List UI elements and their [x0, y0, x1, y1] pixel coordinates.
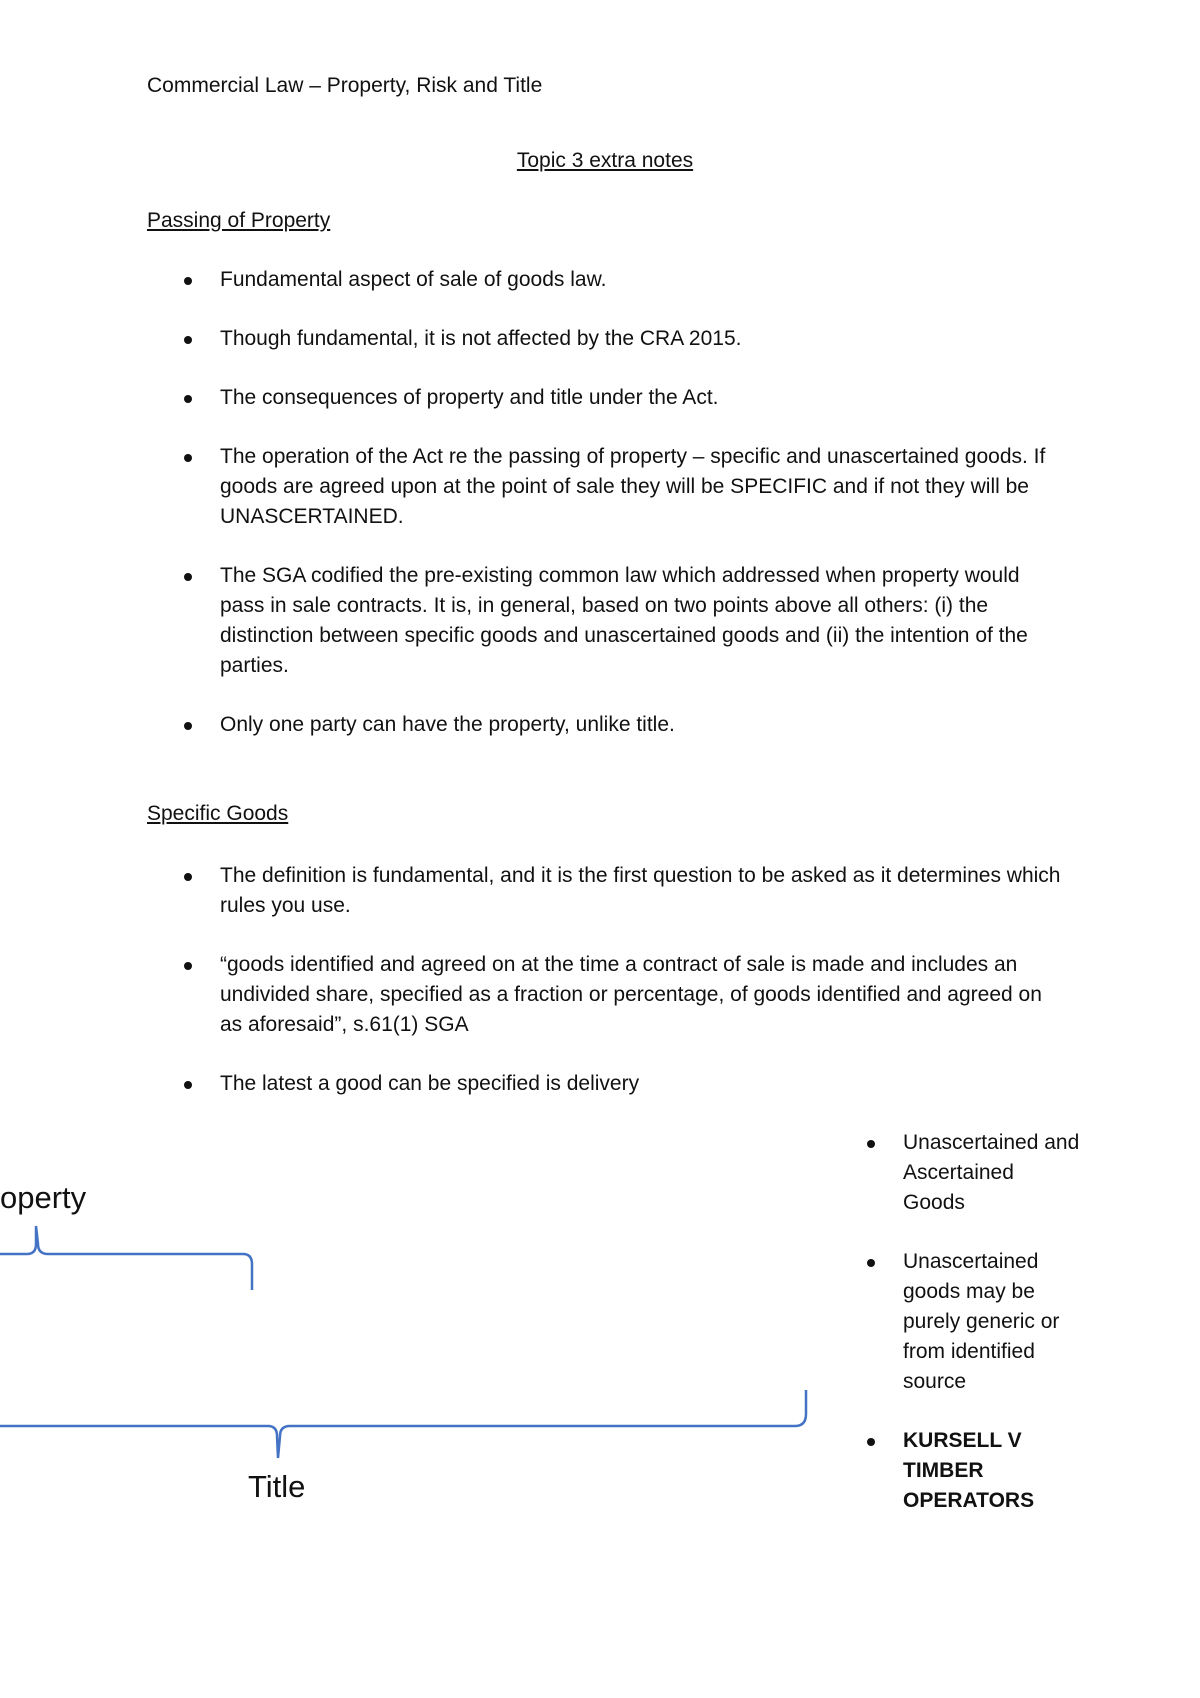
- list-item: The consequences of property and title under the Act.: [147, 383, 1067, 413]
- specific-goods-list: [147, 861, 1067, 1128]
- title-brace: [0, 1390, 806, 1458]
- list-item: The operation of the Act re the passing of property – specific and unascertained goods. If goods are agreed upon at the point of sale they will be SPECIFIC and if not they will be UNASCERTAINED.: [147, 442, 1067, 532]
- document-title: Commercial Law – Property, Risk and Title: [147, 74, 543, 97]
- specific-goods-heading: Specific Goods: [147, 802, 289, 825]
- list-item: The definition is fundamental, and it is the first question to be asked as it determines which rules you use.: [147, 861, 1067, 921]
- list-item: Fundamental aspect of sale of goods law.: [147, 265, 1067, 295]
- list-item: The latest a good can be specified is delivery: [147, 1069, 1067, 1099]
- property-title-brace-diagram: [0, 1150, 830, 1530]
- passing-of-property-heading: Passing of Property: [147, 209, 331, 232]
- list-item: The SGA codified the pre-existing common law which addressed when property would pass in sale contracts. It is, in general, based on two points above all others: (i) the distinction between specific goods and unascertained goods and (ii) the intention of the parties.: [147, 561, 1067, 681]
- property-brace: [0, 1226, 252, 1290]
- list-item: Unascertained goods may be purely generic or from identified source: [840, 1247, 1080, 1397]
- list-item: Though fundamental, it is not affected by the CRA 2015.: [147, 324, 1067, 354]
- list-item: Unascertained and Ascertained Goods: [840, 1128, 1080, 1218]
- list-item: KURSELL V TIMBER OPERATORS: [840, 1426, 1080, 1516]
- list-item: Only one party can have the property, unlike title.: [147, 710, 1067, 740]
- side-notes-list: [840, 1128, 1080, 1545]
- property-label: operty: [0, 1180, 87, 1215]
- list-item: “goods identified and agreed on at the time a contract of sale is made and includes an undivided share, specified as a fraction or percentage, of goods identified and agreed on as aforesaid”, s.61(1) SGA: [147, 950, 1067, 1040]
- title-label: Title: [248, 1469, 306, 1504]
- passing-of-property-list: [147, 265, 1067, 769]
- topic-heading: Topic 3 extra notes: [516, 149, 694, 172]
